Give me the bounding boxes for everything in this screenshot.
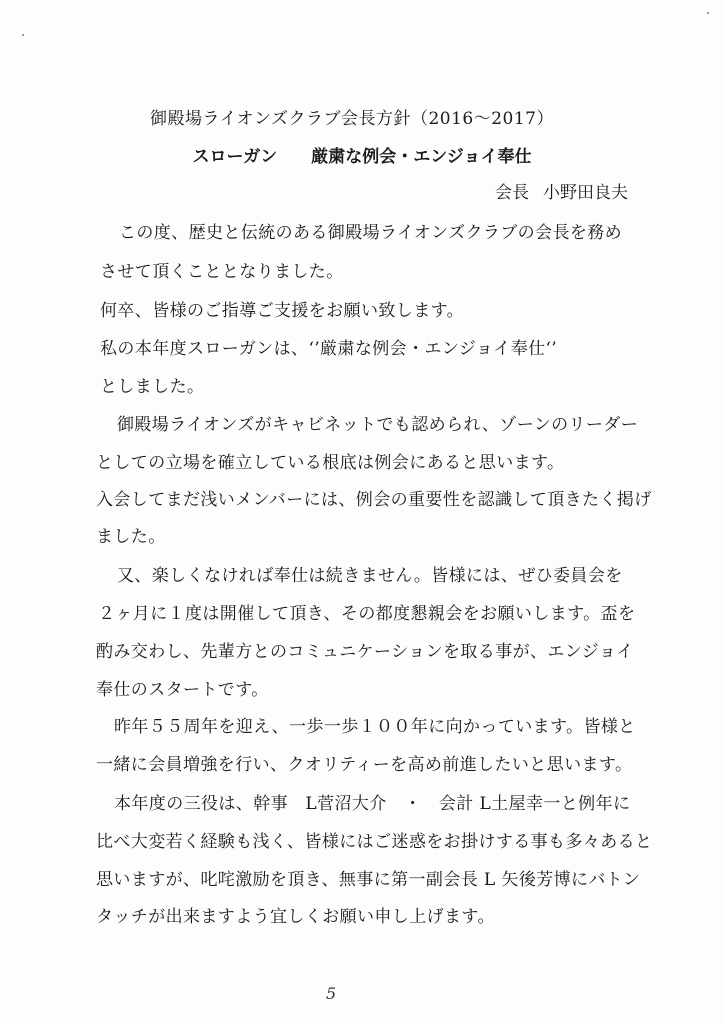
body-line-13: 奉仕のスタートです。 xyxy=(96,680,269,700)
body-line-5: としました。 xyxy=(100,377,205,397)
body-line-7: としての立場を確立している根底は例会にあると思います。 xyxy=(96,453,565,473)
document-title: 御殿場ライオンズクラブ会長方針（2016～2017） xyxy=(150,109,554,129)
body-line-19: タッチが出来ますよう宜しくお願い申し上げます。 xyxy=(96,907,495,927)
body-line-8: 入会してまだ浅いメンバーには、例会の重要性を認識して頂きたく掲げ xyxy=(96,490,652,510)
body-line-9: ました。 xyxy=(96,527,166,547)
scan-speck xyxy=(22,34,24,36)
body-line-15: 一緒に会員増強を行い、クオリティーを高め前進したいと思います。 xyxy=(96,755,633,775)
author-name: 小野田良夫 xyxy=(543,183,628,203)
body-line-1: この度、歴史と伝統のある御殿場ライオンズクラブの会長を務め xyxy=(119,223,623,243)
scan-speck xyxy=(707,12,709,14)
slogan-heading xyxy=(0,142,724,167)
author-line xyxy=(495,178,628,203)
body-line-4: 私の本年度スローガンは、‘’厳粛な例会・エンジョイ奉仕‘’ xyxy=(100,339,558,359)
author-role: 会長 xyxy=(495,183,529,203)
slogan-label: スローガン xyxy=(192,147,278,167)
body-line-14: 昨年５５周年を迎え、一歩一歩１００年に向かっています。皆様と xyxy=(114,717,636,737)
body-line-11: ２ヶ月に１度は開催して頂き、その都度懇親会をお願いします。盃を xyxy=(98,604,636,624)
body-line-18: 思いますが、叱咤激励を頂き、無事に第一副会長 L 矢後芳博にバトン xyxy=(96,870,641,890)
page-number: 5 xyxy=(326,984,337,1003)
body-line-12: 酌み交わし、先輩方とのコミュニケーションを取る事が、エンジョイ xyxy=(96,642,634,662)
body-line-16: 本年度の三役は、幹事 L菅沼大介 ・ 会計 L土屋幸一と例年に xyxy=(114,794,631,814)
body-line-10: 又、楽しくなければ奉仕は続きません。皆様には、ぜひ委員会を xyxy=(117,566,623,586)
body-line-3: 何卒、皆様のご指導ご支援をお願い致します。 xyxy=(100,301,465,321)
body-line-6: 御殿場ライオンズがキャビネットでも認められ、ゾーンのリーダー xyxy=(117,415,639,435)
slogan-text: 厳粛な例会・エンジョイ奉仕 xyxy=(311,147,532,167)
body-line-2: させて頂くこととなりました。 xyxy=(100,262,344,282)
body-line-17: 比べ大変若く経験も浅く、皆様にはご迷惑をお掛けする事も多々あると xyxy=(96,832,653,852)
